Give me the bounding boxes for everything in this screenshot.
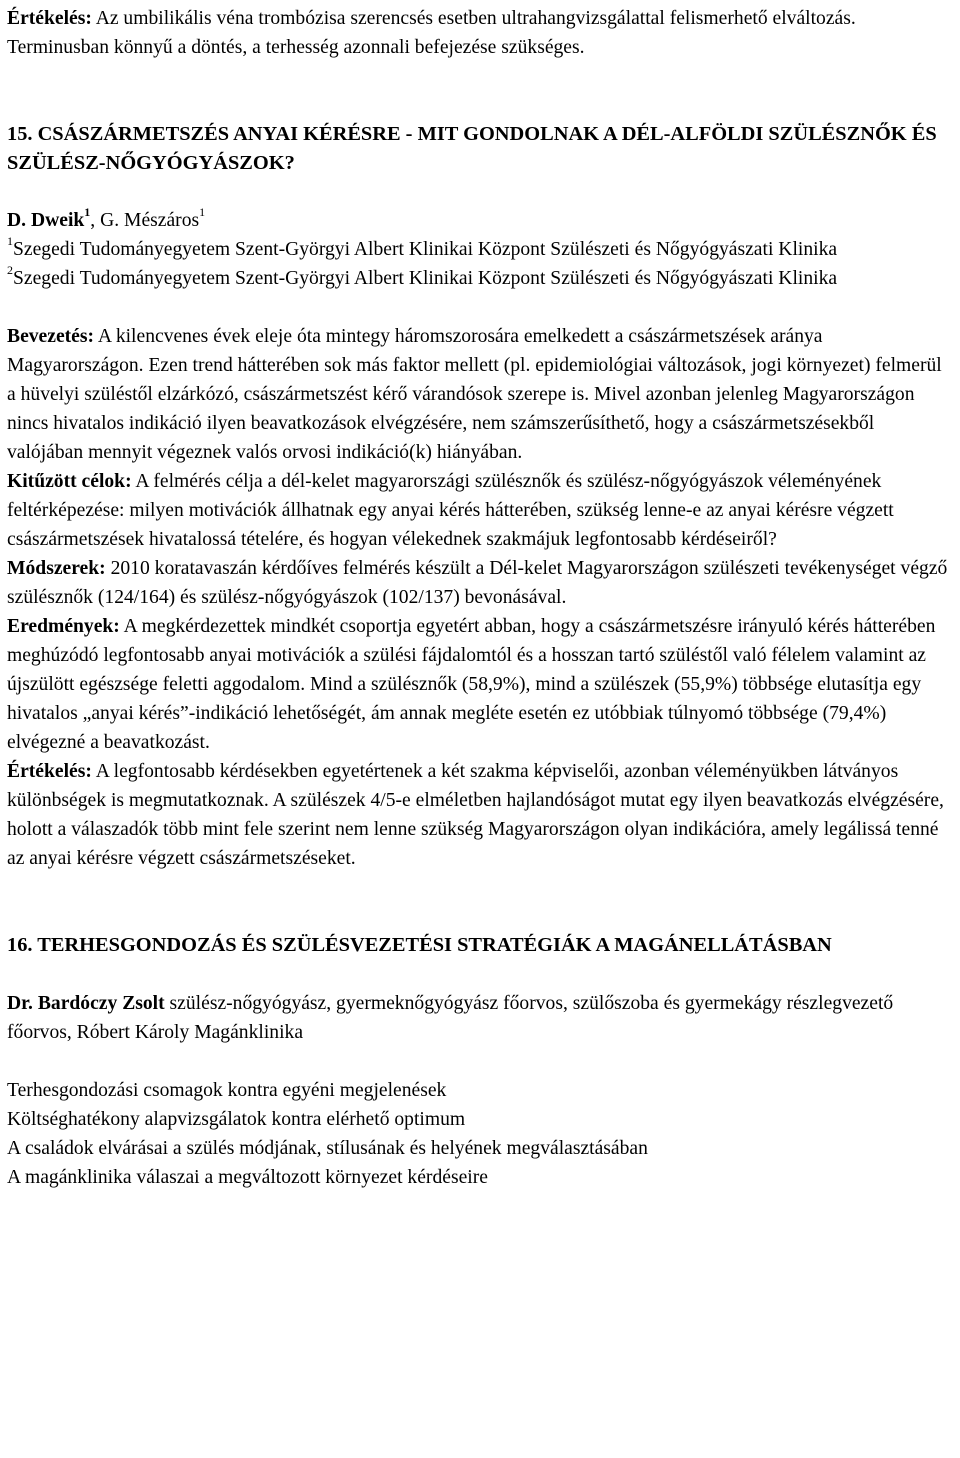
intro-label: Bevezetés: bbox=[7, 326, 95, 347]
section-16-author-role: szülész-nőgyógyász, gyermeknőgyógyász főorvos, szülőszoba és gyermekágy részlegvezető főorvos, Róbert Károly Magánklinika bbox=[7, 993, 894, 1043]
evaluation-text: A legfontosabb kérdésekben egyetértenek a két szakma képviselői, azonban véleményükben látványos különbségek is megmutatkoznak. A szülészek 4/5-e elméletben hajlandóságot mutat egy ilyen beavatkozás elvégzésére, holott a válaszadók több mint fele szerint nem lenne szükség Magyarországon olyan indikációra, amely legálissá tenné az anyai kérésre végzett császármetszéseket. bbox=[7, 761, 944, 869]
methods-text: 2010 koratavaszán kérdőíves felmérés készült a Dél-kelet Magyarországon szülészeti tevékenységet végző szülésznők (124/164) és szülész-nőgyógyászok (102/137) bevonásával. bbox=[7, 558, 948, 608]
topic-line-2: Költséghatékony alapvizsgálatok kontra elérhető optimum bbox=[7, 1109, 466, 1130]
prev-evaluation-label: Értékelés: bbox=[7, 8, 92, 29]
section-16-author bbox=[7, 989, 950, 1047]
affiliation-2-sup: 2 bbox=[7, 263, 13, 278]
section-15-authors bbox=[7, 206, 950, 235]
evaluation-paragraph bbox=[7, 757, 950, 873]
section-16-author-name: Dr. Bardóczy Zsolt bbox=[7, 993, 165, 1014]
affiliation-2-text: Szegedi Tudományegyetem Szent-Györgyi Albert Klinikai Központ Szülészeti és Nőgyógyászati Klinika bbox=[13, 268, 838, 289]
aims-paragraph bbox=[7, 467, 950, 554]
prev-evaluation-paragraph bbox=[7, 4, 950, 62]
evaluation-label: Értékelés: bbox=[7, 761, 92, 782]
author-2-name: G. Mészáros bbox=[100, 210, 200, 231]
section-15-title: 15. CSÁSZÁRMETSZÉS ANYAI KÉRÉSRE - MIT GONDOLNAK A DÉL-ALFÖLDI SZÜLÉSZNŐK ÉS SZÜLÉSZ-NŐGYÓGYÁSZOK? bbox=[7, 123, 937, 174]
affiliation-2 bbox=[7, 264, 950, 293]
results-text: A megkérdezettek mindkét csoportja egyetért abban, hogy a császármetszésre irányuló kérés hátterében meghúzódó legfontosabb anyai motivációk a szülési fájdalomtól és a hosszan tartó szüléstől való félelem valamint az újszülött egészsége feletti aggodalom. Mind a szülésznők (58,9%), mind a szülészek (55,9%) többsége elutasítja egy hivatalos „anyai kérés”-indikáció lehetőségét, ám annak megléte esetén ez utóbbiak túlnyomó többsége (79,4%) elvégezné a beavatkozást. bbox=[7, 616, 936, 753]
topic-line-1: Terhesgondozási csomagok kontra egyéni megjelenések bbox=[7, 1080, 447, 1101]
author-1-name: D. Dweik bbox=[7, 210, 85, 231]
section-16-title: 16. TERHESGONDOZÁS ÉS SZÜLÉSVEZETÉSI STRATÉGIÁK A MAGÁNELLÁTÁSBAN bbox=[7, 934, 832, 956]
results-paragraph bbox=[7, 612, 950, 757]
aims-text: A felmérés célja a dél-kelet magyarországi szülésznők és szülész-nőgyógyászok véleményének feltérképezése: milyen motivációk állhatnak egy anyai kérés hátterében, szükség lenne-e az anyai kérésre végzett császármetszések hivatalossá tételére, és hogyan vélekednek szakmájuk legfontosabb kérdéseiről? bbox=[7, 471, 894, 550]
topic-line-3: A családok elvárásai a szülés módjának, stílusának és helyének megválasztásában bbox=[7, 1138, 648, 1159]
affiliation-1-sup: 1 bbox=[7, 234, 13, 249]
aims-label: Kitűzött célok: bbox=[7, 471, 132, 492]
results-label: Eredmények: bbox=[7, 616, 120, 637]
author-1-sup: 1 bbox=[84, 205, 91, 220]
author-separator: , bbox=[90, 210, 101, 231]
affiliation-1-text: Szegedi Tudományegyetem Szent-Györgyi Albert Klinikai Központ Szülészeti és Nőgyógyászati Klinika bbox=[13, 239, 838, 260]
topic-line-4: A magánklinika válaszai a megváltozott környezet kérdéseire bbox=[7, 1167, 488, 1188]
prev-evaluation-text: Az umbilikális véna trombózisa szerencsés esetben ultrahangvizsgálattal felismerhető elváltozás. Terminusban könnyű a döntés, a terhesség azonnali befejezése szükséges. bbox=[7, 8, 856, 58]
affiliation-1 bbox=[7, 235, 950, 264]
methods-label: Módszerek: bbox=[7, 558, 106, 579]
intro-paragraph bbox=[7, 322, 950, 467]
author-2-sup: 1 bbox=[199, 205, 206, 220]
methods-paragraph bbox=[7, 554, 950, 612]
intro-text: A kilencvenes évek eleje óta mintegy háromszorosára emelkedett a császármetszések aránya Magyarországon. Ezen trend hátterében sok más faktor mellett (pl. epidemiológiai változások, jogi környezet) felmerül a hüvelyi szüléstől elzárkózó, császármetszést kérő várandósok szerepe is. Mivel azonban jelenleg Magyarországon nincs hivatalos indikáció ilyen beavatkozások elvégzésére, nem számszerűsíthető, hogy a császármetszésekből valójában mennyit végeznek valós orvosi indikáció(k) hiányában. bbox=[7, 326, 942, 463]
